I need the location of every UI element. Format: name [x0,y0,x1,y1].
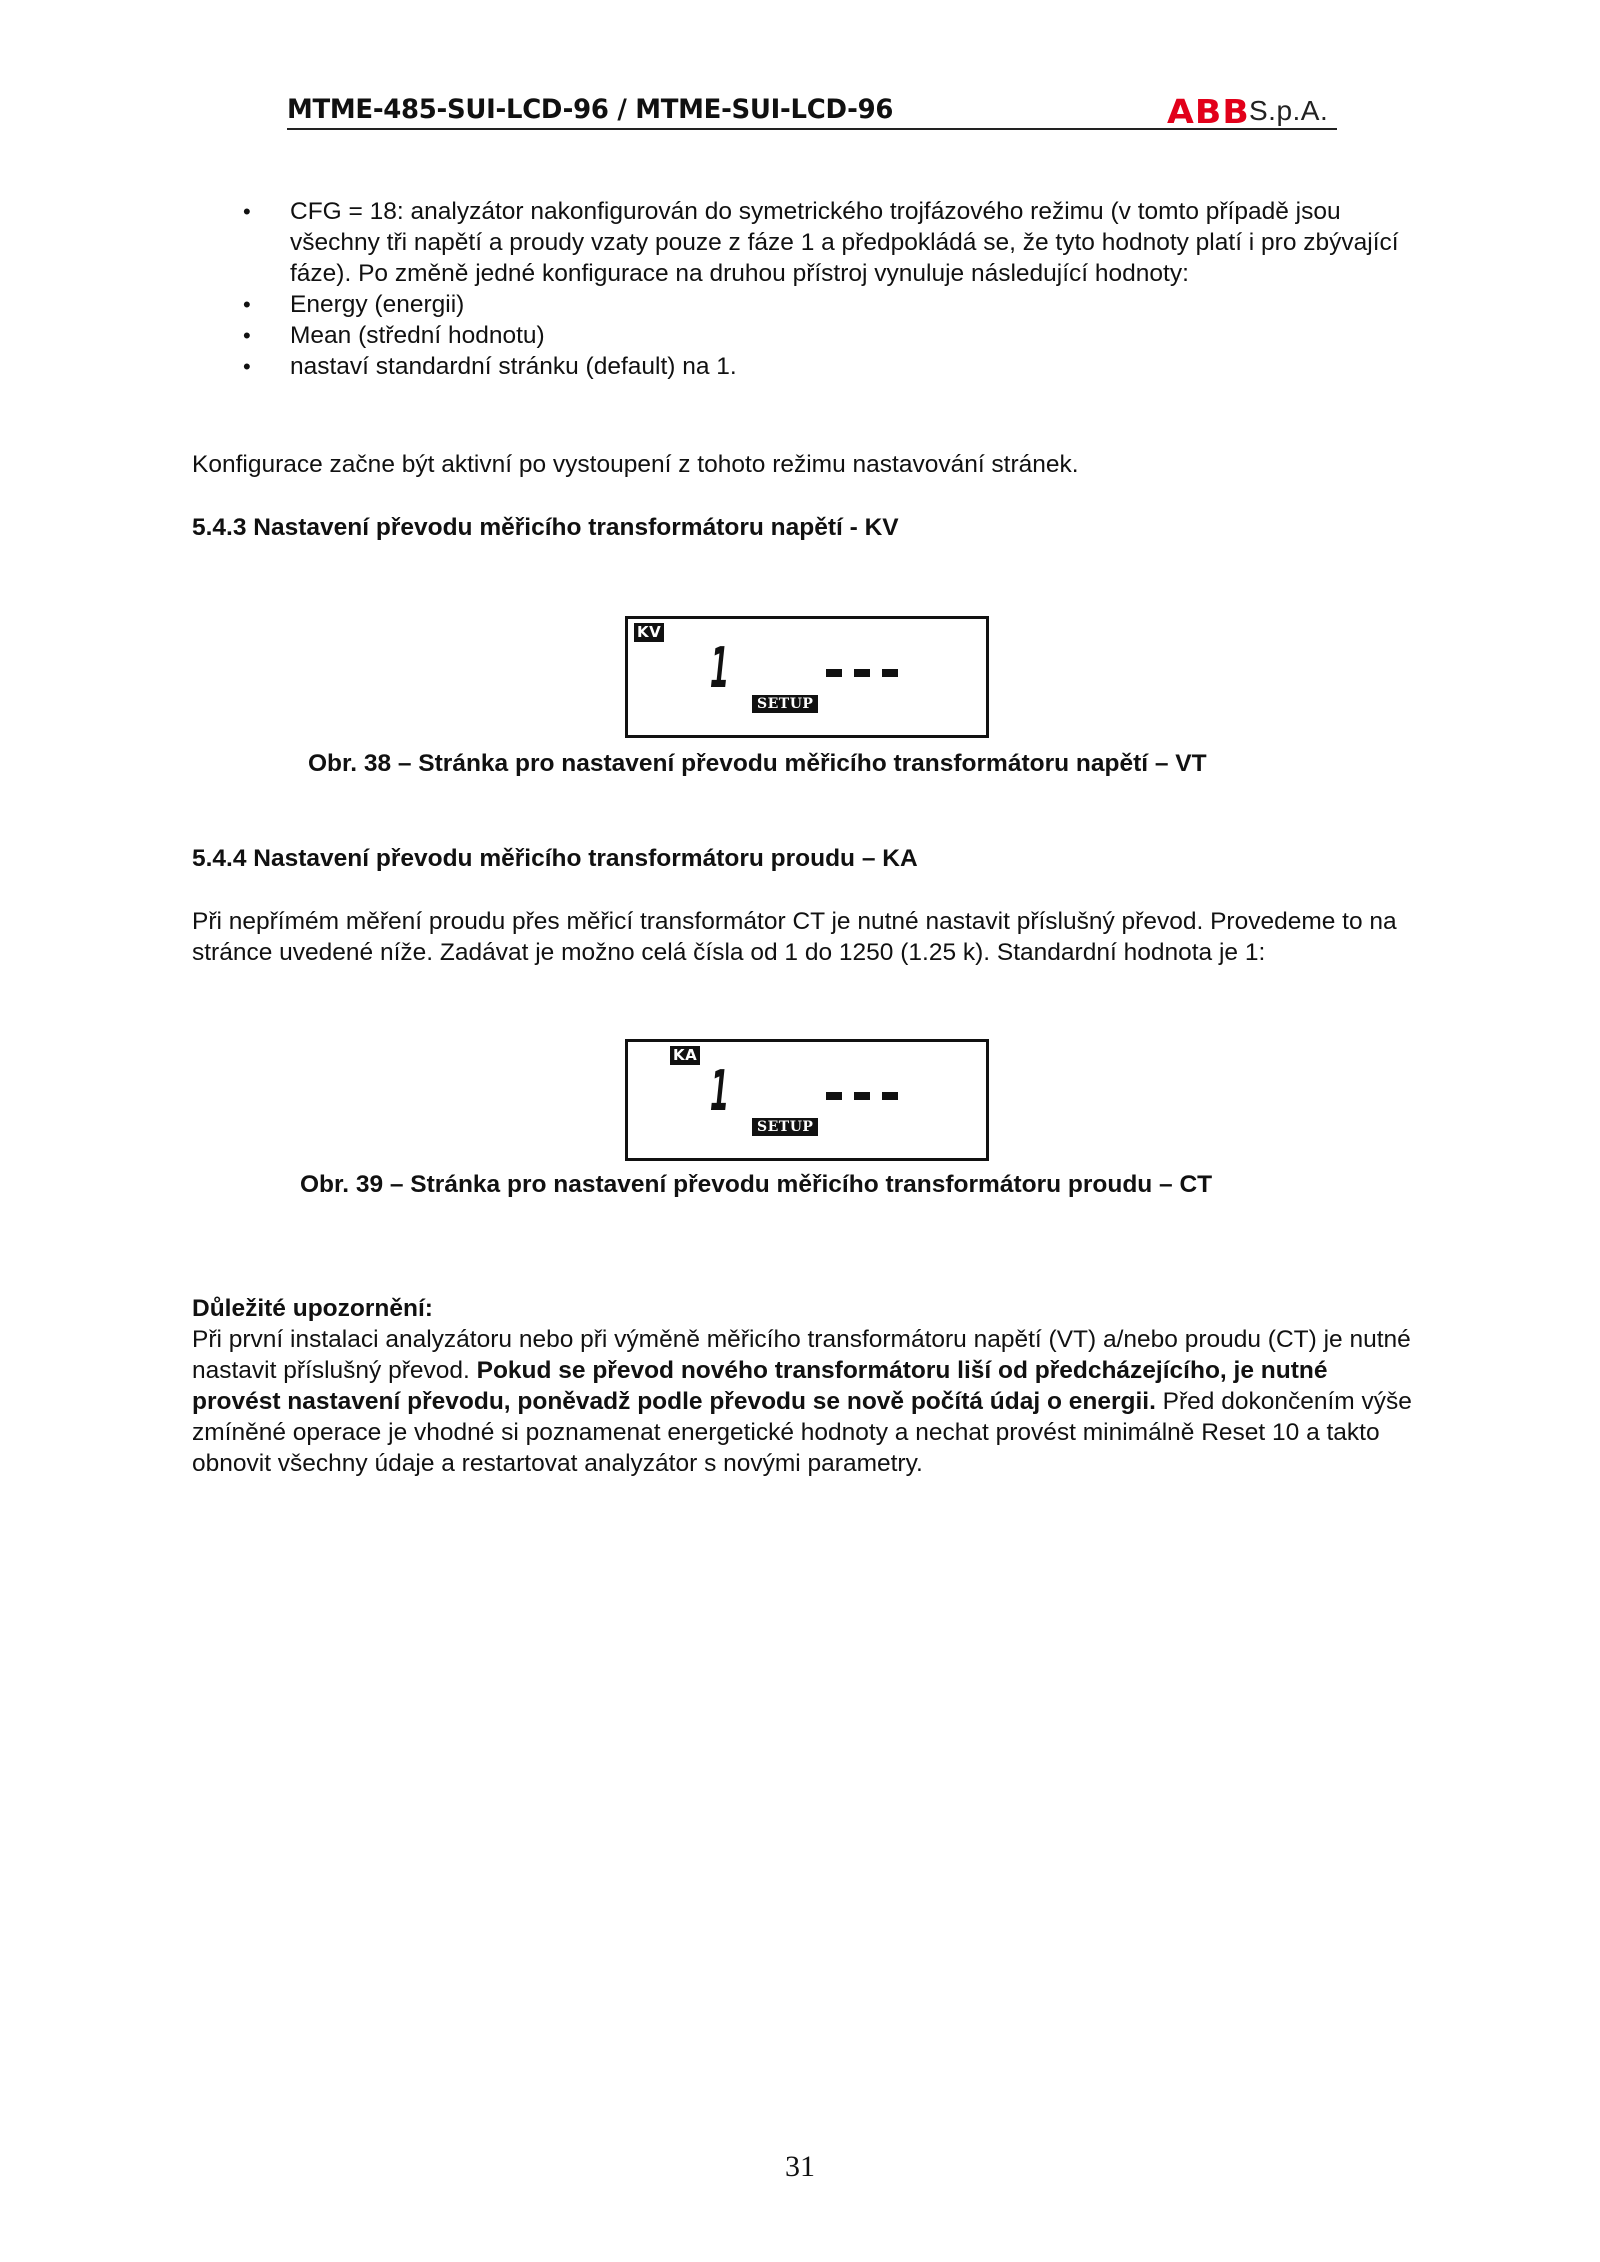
figure-caption-38: Obr. 38 – Stránka pro nastavení převodu měřicího transformátoru napětí – VT [308,750,1207,777]
bullet-item: • Energy (energii) [243,289,1423,320]
figure-caption-39: Obr. 39 – Stránka pro nastavení převodu měřicího transformátoru proudu – CT [300,1171,1213,1198]
lcd-dash [826,669,842,677]
lcd-display-kv [625,616,989,738]
lcd-digit: 1 [706,636,733,701]
abb-logo: ABB [1167,92,1250,131]
notice-text: Před dokončením výše zmíněné operace je vhodné si poznamenat energetické hodnoty a nechat provést minimálně Reset 10 a takto obnovit všechny údaje a restartovat analyzátor s novými parametry. [192,1388,1412,1477]
setup-indicator: SETUP [752,695,818,713]
lcd-display-ka [625,1039,989,1161]
page-header [287,92,1337,130]
lcd-dash [826,1092,842,1100]
lcd-dash [882,1092,898,1100]
notice-title: Důležité upozornění: [192,1295,433,1322]
lcd-dash [882,669,898,677]
setup-indicator: SETUP [752,1118,818,1136]
kv-badge: KV [634,623,664,642]
bullet-item: • nastaví standardní stránku (default) na 1. [243,351,1423,382]
bullet-item: • CFG = 18: analyzátor nakonfigurován do symetrického trojfázového režimu (v tomto případě jsou všechny tři napětí a proudy vzaty pouze z fáze 1 a předpokládá se, že tyto hodnoty platí i pro zbývající fáze). Po změně jedné konfigurace na druhou přístroj vynuluje následující hodnoty: [243,196,1423,289]
section-heading-ka: 5.4.4 Nastavení převodu měřicího transformátoru proudu – KA [192,845,918,872]
lcd-dash [854,1092,870,1100]
bullet-item: • Mean (střední hodnotu) [243,320,1423,351]
company-suffix: S.p.A. [1249,95,1329,126]
config-bullet-list [243,196,1423,382]
notice-paragraph [192,1324,1422,1479]
document-title: MTME-485-SUI-LCD-96 / MTME-SUI-LCD-96 [287,94,894,125]
section-heading-kv: 5.4.3 Nastavení převodu měřicího transformátoru napětí - KV [192,514,899,541]
ka-paragraph: Při nepřímém měření proudu přes měřicí transformátor CT je nutné nastavit příslušný převod. Provedeme to na stránce uvedené níže. Zadávat je možno celá čísla od 1 do 1250 (1.25 k). Standardní hodnota je 1: [192,908,1397,966]
notice-bold-text: Pokud se převod nového transformátoru liší od předcházejícího, je nutné provést nastavení převodu, poněvadž podle převodu se nově počítá údaj o energii. [192,1357,1328,1415]
page-number: 31 [785,2150,815,2183]
notice-text: Při první instalaci analyzátoru nebo při výměně měřicího transformátoru napětí (VT) a/nebo proudu (CT) je nutné nastavit příslušný převod. [192,1326,1411,1384]
lcd-digit: 1 [706,1059,733,1124]
lcd-dash [854,669,870,677]
ka-badge: KA [670,1046,700,1065]
config-note: Konfigurace začne být aktivní po vystoupení z tohoto režimu nastavování stránek. [192,451,1079,478]
